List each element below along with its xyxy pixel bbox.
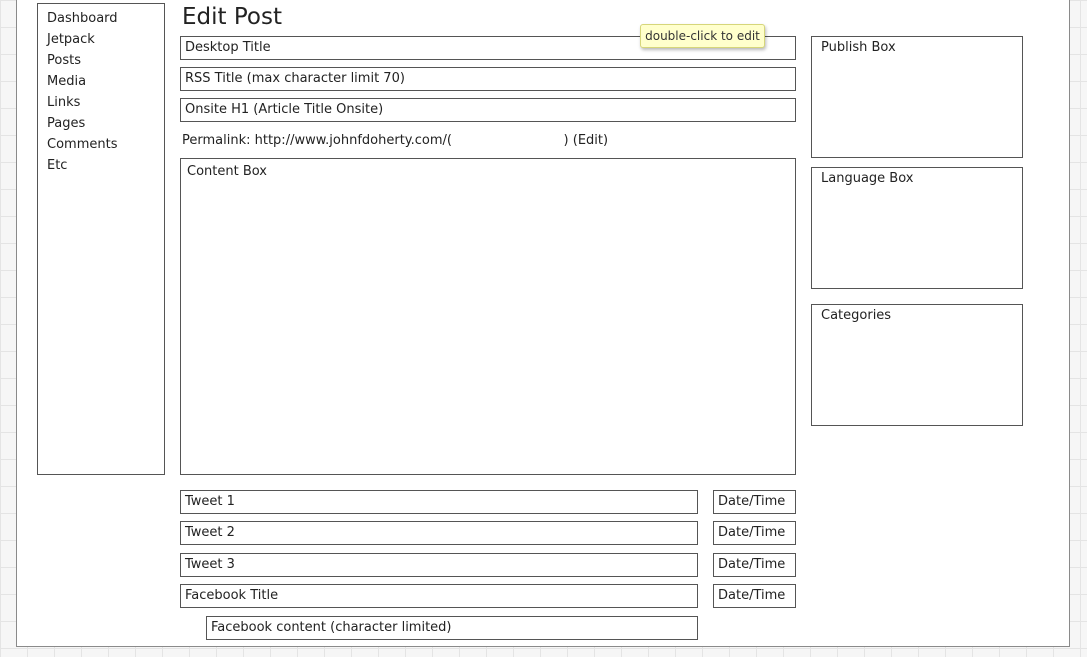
tweet-3-datetime[interactable]: Date/Time [713, 553, 796, 577]
sidebar-item-comments[interactable]: Comments [47, 137, 118, 152]
tweet-3-field[interactable]: Tweet 3 [180, 553, 698, 577]
admin-sidebar [37, 3, 165, 475]
sidebar-item-links[interactable]: Links [47, 95, 81, 110]
sidebar-item-jetpack[interactable]: Jetpack [47, 32, 95, 47]
tweet-2-field[interactable]: Tweet 2 [180, 521, 698, 545]
publish-box[interactable] [811, 36, 1023, 158]
tweet-2-datetime[interactable]: Date/Time [713, 521, 796, 545]
facebook-content-field[interactable]: Facebook content (character limited) [206, 616, 698, 640]
content-box-label: Content Box [187, 164, 267, 179]
edit-tooltip: double-click to edit [640, 24, 765, 48]
sidebar-item-pages[interactable]: Pages [47, 116, 86, 131]
tweet-1-field[interactable]: Tweet 1 [180, 490, 698, 514]
page-title: Edit Post [182, 4, 282, 30]
language-box-label: Language Box [821, 171, 914, 186]
desktop-title-field[interactable]: Desktop Title [180, 36, 796, 60]
categories-box-label: Categories [821, 308, 892, 323]
onsite-h1-field[interactable]: Onsite H1 (Article Title Onsite) [180, 98, 796, 122]
rss-title-field[interactable]: RSS Title (max character limit 70) [180, 67, 796, 91]
content-box[interactable] [180, 158, 796, 475]
language-box[interactable] [811, 167, 1023, 289]
facebook-datetime[interactable]: Date/Time [713, 584, 796, 608]
tweet-1-datetime[interactable]: Date/Time [713, 490, 796, 514]
publish-box-label: Publish Box [821, 40, 896, 55]
sidebar-item-dashboard[interactable]: Dashboard [47, 11, 118, 26]
sidebar-item-etc[interactable]: Etc [47, 158, 68, 173]
sidebar-item-media[interactable]: Media [47, 74, 87, 89]
categories-box[interactable] [811, 304, 1023, 426]
sidebar-item-posts[interactable]: Posts [47, 53, 81, 68]
permalink-line[interactable]: Permalink: http://www.johnfdoherty.com/( ) (Edit) [182, 133, 609, 148]
facebook-title-field[interactable]: Facebook Title [180, 584, 698, 608]
